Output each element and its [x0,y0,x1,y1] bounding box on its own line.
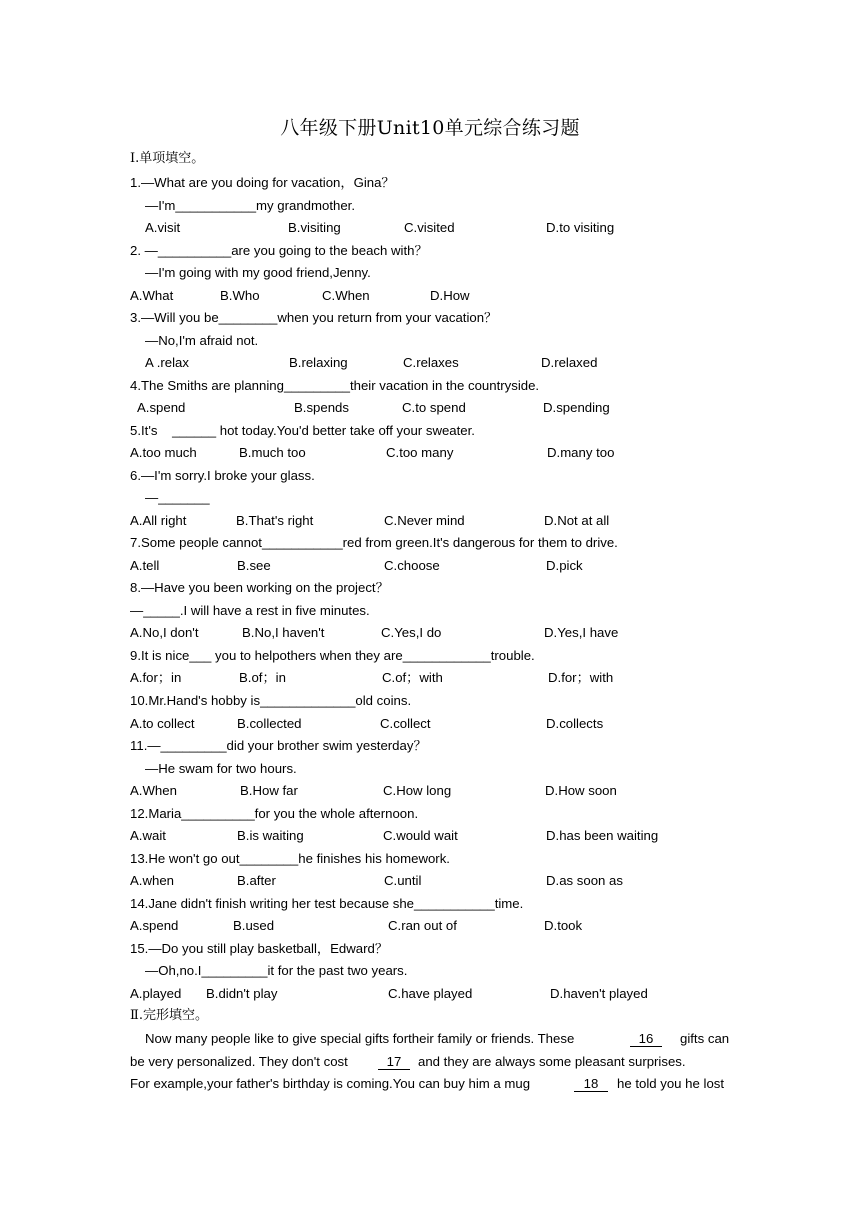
option-d: D.haven't played [550,986,648,1001]
question-4-stem: 4.The Smiths are planning_________their vacation in the countryside. [130,378,540,393]
option-d: D.took [544,918,583,933]
option-b: B.How far [240,783,298,798]
cloze-text: Now many people like to give special gifts fortheir family or friends. These [145,1031,575,1046]
option-c: C.choose [384,558,440,573]
option-c: C.too many [386,445,454,460]
cloze-line-1-end [680,1030,729,1048]
option-a: A.tell [130,558,160,573]
question-13-stem: 13.He won't go out________he finishes his homework. [130,851,450,866]
question-6-options [0,512,610,530]
option-c: C.visited [404,220,455,235]
question-6-stem: 6.—I'm sorry.I broke your glass. [130,468,315,483]
option-a: A.visit [145,220,181,235]
option-d: D.spending [543,400,610,415]
option-c: C.to spend [402,400,466,415]
question-13-options [0,872,623,890]
question-14-stem: 14.Jane didn't finish writing her test because she___________time. [130,896,524,911]
cloze-blank-18 [574,1075,608,1093]
question-15-line: —Oh,no.I_________it for the past two years. [145,963,408,978]
cloze-text: and they are always some pleasant surprises. [418,1054,686,1069]
option-b: B.visiting [288,220,341,235]
question-2-line: —I'm going with my good friend,Jenny. [145,265,371,280]
option-d: D.pick [546,558,583,573]
section-heading-1: Ⅰ.单项填空。 [130,151,205,166]
cloze-line-3 [130,1075,530,1093]
option-a: A.What [130,288,174,303]
option-b: B.much too [239,445,306,460]
question-7-options [0,557,583,575]
question-1-options [0,219,615,237]
option-b: B.after [237,873,276,888]
option-a: A.No,I don't [130,625,199,640]
question-3-line: —No,I'm afraid not. [145,333,259,348]
option-a: A .relax [145,355,189,370]
question-1-stem: 1.—What are you doing for vacation，Gina？ [130,175,395,190]
cloze-blank-16 [630,1030,662,1048]
option-a: A.wait [130,828,166,843]
option-c: C.relaxes [403,355,459,370]
question-3-stem: 3.—Will you be________when you return from your vacation？ [130,310,498,325]
option-d: D.to visiting [546,220,615,235]
question-10-stem: 10.Mr.Hand's hobby is_____________old coins. [130,693,412,708]
question-12-stem: 12.Maria__________for you the whole afternoon. [130,806,419,821]
question-2-stem: 2. —__________are you going to the beach with？ [130,243,428,258]
option-d: D.How [430,288,470,303]
question-6-line: —_______ [145,490,210,505]
option-c: C.When [322,288,370,303]
cloze-text: gifts can [680,1031,730,1046]
blank-number: 18 [574,1076,608,1092]
option-b: B.collected [237,716,302,731]
question-10-options [0,715,604,733]
option-d: D.Yes,I have [544,625,619,640]
option-b: B.Who [220,288,260,303]
blank-number: 16 [630,1031,662,1047]
option-a: A.When [130,783,177,798]
option-d: D.collects [546,716,604,731]
option-d: D.How soon [545,783,617,798]
option-a: A.spend [130,918,179,933]
option-a: A.spend [137,400,186,415]
page-title: 八年级下册Unit10单元综合练习题 [280,117,580,139]
option-c: C.would wait [383,828,458,843]
cloze-text: For example,your father's birthday is coming.You can buy him a mug [130,1076,531,1091]
option-d: D.Not at all [544,513,610,528]
option-a: A.played [130,986,182,1001]
option-a: A.All right [130,513,187,528]
cloze-line-2-end [418,1053,686,1071]
question-11-line: —He swam for two hours. [145,761,297,776]
cloze-line-3-end [617,1075,724,1093]
blank-number: 17 [378,1054,410,1070]
question-5-options [0,444,615,462]
option-d: D.relaxed [541,355,598,370]
cloze-line-1 [145,1030,574,1048]
cloze-line-2 [130,1053,348,1071]
option-b: B.That's right [236,513,314,528]
option-c: C.have played [388,986,473,1001]
option-d: D.as soon as [546,873,623,888]
question-14-options [0,917,583,935]
option-d: D.for；with [548,670,614,685]
option-b: B.didn't play [206,986,278,1001]
question-1-line: —I'm___________my grandmother. [145,198,355,213]
question-8-options [0,624,619,642]
question-15-stem: 15.—Do you still play basketball，Edward？ [130,941,389,956]
question-11-options [0,782,617,800]
question-4-options [0,399,610,417]
cloze-text: he told you he lost [617,1076,725,1091]
question-8-stem: 8.—Have you been working on the project？ [130,580,389,595]
option-b: B.spends [294,400,349,415]
question-2-options [0,287,470,305]
option-a: A.to collect [130,716,195,731]
question-11-stem: 11.—_________did your brother swim yesterday？ [130,738,427,753]
option-b: B.No,I haven't [242,625,325,640]
cloze-blank-17 [378,1053,410,1071]
option-c: C.Never mind [384,513,465,528]
section-heading-2: Ⅱ.完形填空。 [130,1008,208,1023]
question-9-options [0,669,614,687]
option-b: B.used [233,918,275,933]
option-a: A.for；in [130,670,182,685]
cloze-text: be very personalized. They don't cost [130,1054,348,1069]
option-c: C.ran out of [388,918,457,933]
option-a: A.when [130,873,174,888]
option-b: B.relaxing [289,355,348,370]
option-b: B.of；in [239,670,286,685]
question-9-stem: 9.It is nice___ you to helpothers when they are____________trouble. [130,648,535,663]
question-8-line: —_____.I will have a rest in five minutes. [130,603,370,618]
question-5-stem: 5.It's ______ hot today.You'd better take off your sweater. [130,423,475,438]
option-c: C.of；with [382,670,443,685]
option-a: A.too much [130,445,197,460]
option-b: B.is waiting [237,828,304,843]
question-15-options [0,985,648,1003]
option-c: C.collect [380,716,431,731]
option-b: B.see [237,558,271,573]
option-c: C.Yes,I do [381,625,442,640]
question-3-options [0,354,598,372]
option-c: C.until [384,873,422,888]
option-c: C.How long [383,783,452,798]
question-12-options [0,827,659,845]
option-d: D.has been waiting [546,828,659,843]
question-7-stem: 7.Some people cannot___________red from green.It's dangerous for them to drive. [130,535,618,550]
option-d: D.many too [547,445,615,460]
